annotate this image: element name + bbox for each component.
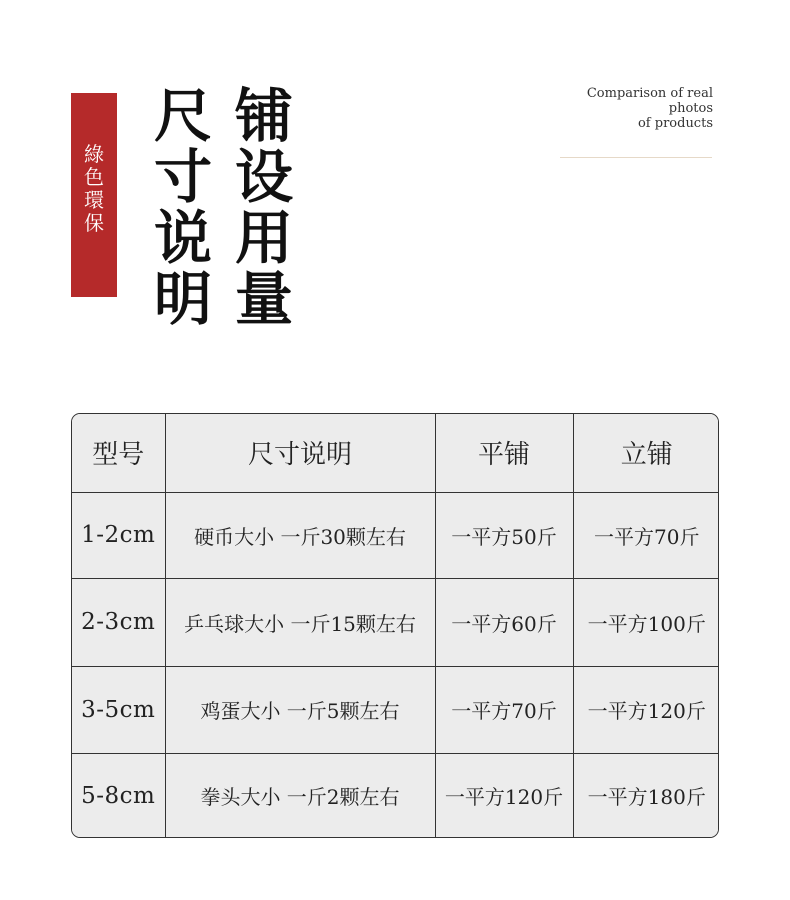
cell-type: 2-3cm [72, 578, 165, 666]
cell-upright: 一平方180斤 [573, 753, 719, 838]
eco-tag [71, 93, 117, 297]
cell-flat: 一平方70斤 [435, 666, 573, 753]
spec-table [71, 413, 719, 838]
cell-upright: 一平方100斤 [573, 578, 719, 666]
cell-flat: 一平方120斤 [435, 753, 573, 838]
caption-divider [560, 157, 712, 158]
eco-tag-text: 綠色環保 [84, 142, 104, 235]
title-size-description: 尺寸说明 [153, 82, 212, 333]
cell-type: 1-2cm [72, 492, 165, 578]
caption-line-3: of products [637, 116, 713, 131]
cell-size: 鸡蛋大小 一斤5颗左右 [165, 666, 435, 753]
table-header-row [72, 414, 719, 492]
table-row [72, 578, 719, 666]
caption-line-2: photos [668, 101, 713, 116]
caption-line-1: Comparison of real [586, 86, 713, 101]
caption [533, 86, 713, 131]
header-size: 尺寸说明 [165, 414, 435, 492]
cell-upright: 一平方70斤 [573, 492, 719, 578]
cell-size: 硬币大小 一斤30颗左右 [165, 492, 435, 578]
cell-flat: 一平方60斤 [435, 578, 573, 666]
table-row [72, 666, 719, 753]
title-laying-amount: 铺设用量 [234, 82, 293, 333]
cell-flat: 一平方50斤 [435, 492, 573, 578]
cell-upright: 一平方120斤 [573, 666, 719, 753]
cell-size: 拳头大小 一斤2颗左右 [165, 753, 435, 838]
cell-type: 5-8cm [72, 753, 165, 838]
header-type: 型号 [72, 414, 165, 492]
header-upright: 立铺 [573, 414, 719, 492]
header-flat: 平铺 [435, 414, 573, 492]
cell-type: 3-5cm [72, 666, 165, 753]
table-row [72, 492, 719, 578]
cell-size: 乒乓球大小 一斤15颗左右 [165, 578, 435, 666]
table-row [72, 753, 719, 838]
